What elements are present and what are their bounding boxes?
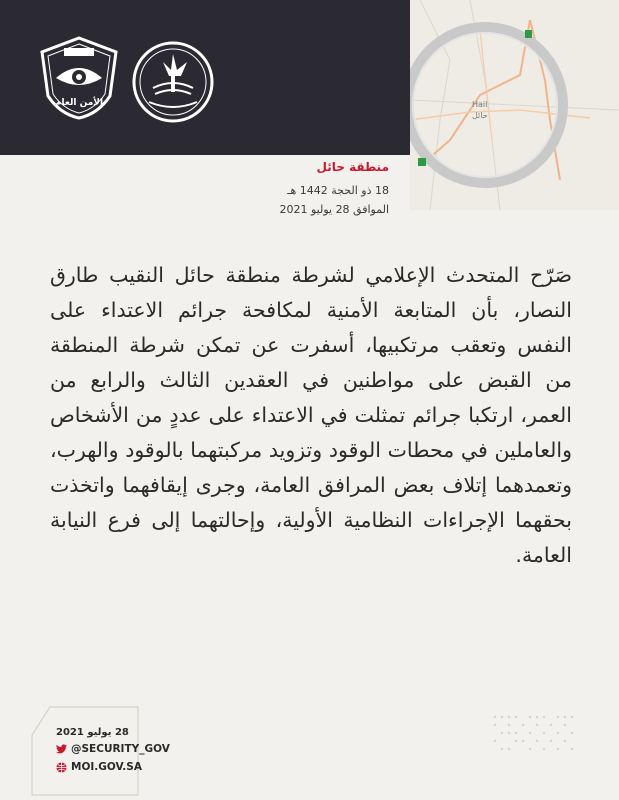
hijri-date: 18 ذو الحجة 1442 هـ [287,184,389,197]
region-title: منطقة حائل [316,160,389,174]
public-security-emblem [38,36,120,120]
twitter-icon [56,744,67,754]
map-label-ar: حائل [472,111,488,120]
gregorian-date: الموافق 28 يوليو 2021 [279,203,389,216]
map-label-en: Hail [472,100,488,109]
twitter-handle: @SECURITY_GOV [71,743,170,755]
twitter-link[interactable] [56,743,170,755]
ministry-emblem [131,40,215,124]
website-url: MOI.GOV.SA [71,761,142,773]
globe-icon [56,762,67,773]
map-thumbnail [410,0,619,210]
decorative-dot-pattern [490,712,580,757]
website-link[interactable] [56,761,142,773]
statement-paragraph: صَرّح المتحدث الإعلامي لشرطة منطقة حائل النقيب طارق النصار، بأن المتابعة الأمنية لمكافحة جرائم الاعتداء على النفس وتعقب مرتكبيها، أسفرت عن تمكن شرطة المنطقة من القبض على مواطنين في العقدين الثالث والرابع من العمر، ارتكبا جرائم تمثلت في الاعتداء على عددٍ من الأشخاص والعاملين في محطات الوقود وتزويد مركبتهما بالوقود والهرب، وتعمدهما إتلاف بعض المرافق العامة، وجرى إيقافهما واتخذت بحقهما الإجراءات النظامية الأولية، وإحالتهما إلى فرع النيابة العامة. [50,263,572,567]
footer-date: 28 يوليو 2021 [56,727,129,738]
emblem-text: الأمن العام [54,98,104,108]
statement-body [50,258,572,573]
